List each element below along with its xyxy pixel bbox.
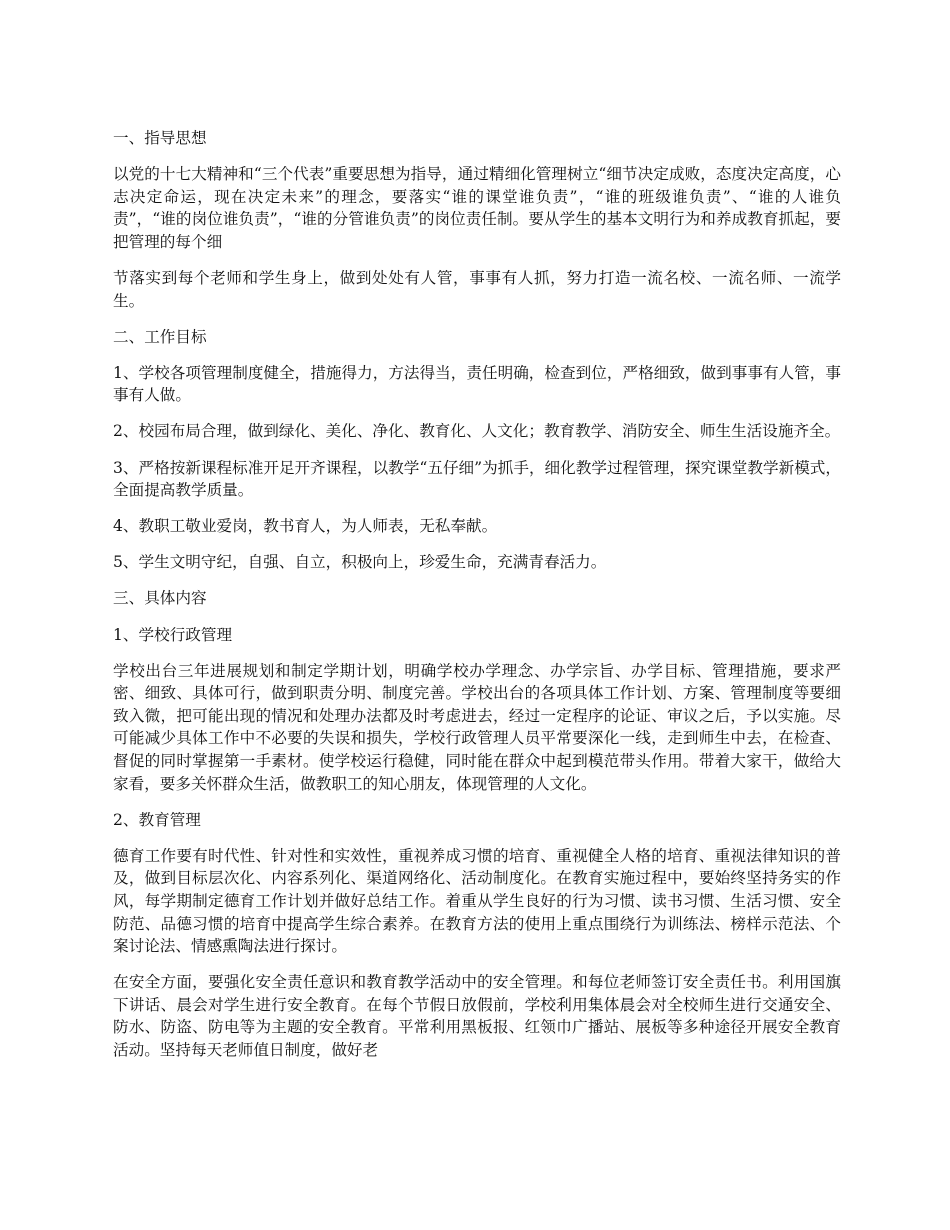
section-heading-specific-content: 三、具体内容 [113,589,207,608]
goal-item-5: 5、学生文明守纪，自强、自立，积极向上，珍爱生命，充满青春活力。 [113,553,607,572]
section-heading-work-goals: 二、工作目标 [113,327,207,346]
subsection-heading-administration: 1、学校行政管理 [113,625,233,644]
paragraph-administration: 学校出台三年进展规划和制定学期计划，明确学校办学理念、办学宗旨、办学目标、管理措施，要求严密、细致、具体可行，做到职责分明、制度完善。学校出台的各项具体工作计划、方案、管理制度等要细致入微，把可能出现的情况和处理办法都及时考虑进去，经过一定程序的论证、审议之后，予以实施。尽可能减少具体工作中不必要的失误和损失，学校行政管理人员平常要深化一线，走到师生中去，在检查、督促的同时掌握第一手素材。使学校运行稳健，同时能在群众中起到模范带头作用。带着大家干，做给大家看，要多关怀群众生活，做教职工的知心朋友，体现管理的人文化。 [113,661,841,793]
goal-item-4: 4、教职工敬业爱岗，教书育人，为人师表，无私奉献。 [113,517,498,536]
document-page [113,127,841,1075]
subsection-heading-education: 2、教育管理 [113,810,201,829]
paragraph-guiding-ideology-2: 节落实到每个老师和学生身上，做到处处有人管，事事有人抓，努力打造一流名校、一流名师、一流学生。 [113,268,841,310]
goal-item-1: 1、学校各项管理制度健全，措施得力，方法得当，责任明确，检查到位，严格细致，做到事事有人管，事事有人做。 [113,363,841,405]
paragraph-guiding-ideology-1: 以党的十七大精神和“三个代表”重要思想为指导，通过精细化管理树立“细节决定成败，态度决定高度，心志决定命运，现在决定未来”的理念，要落实“谁的课堂谁负责”，“谁的班级谁负责”、“谁的人谁负责”，“谁的岗位谁负责”，“谁的分管谁负责”的岗位责任制。要从学生的基本文明行为和养成教育抓起，要把管理的每个细 [113,165,841,251]
goal-item-3: 3、严格按新课程标准开足开齐课程，以教学“五仔细”为抓手，细化教学过程管理，探究课堂教学新模式，全面提高教学质量。 [113,458,841,500]
section-heading-guiding-ideology: 一、指导思想 [113,129,207,147]
paragraph-moral-education: 德育工作要有时代性、针对性和实效性，重视养成习惯的培育、重视健全人格的培育、重视法律知识的普及，做到目标层次化、内容系列化、渠道网络化、活动制度化。在教育实施过程中，要始终坚持务实的作风，每学期制定德育工作计划并做好总结工作。着重从学生良好的行为习惯、读书习惯、生活习惯、安全防范、品德习惯的培育中提高学生综合素养。在教育方法的使用上重点围绕行为训练法、榜样示范法、个案讨论法、情感熏陶法进行探讨。 [113,846,841,956]
goal-item-2: 2、校园布局合理，做到绿化、美化、净化、教育化、人文化；教育教学、消防安全、师生生活设施齐全。 [113,422,841,441]
paragraph-safety: 在安全方面，要强化安全责任意识和教育教学活动中的安全管理。和每位老师签订安全责任书。利用国旗下讲话、晨会对学生进行安全教育。在每个节假日放假前，学校利用集体晨会对全校师生进行交通安全、防水、防盗、防电等为主题的安全教育。平常利用黑板报、红领巾广播站、展板等多种途径开展安全教育活动。坚持每天老师值日制度，做好老 [113,973,841,1059]
